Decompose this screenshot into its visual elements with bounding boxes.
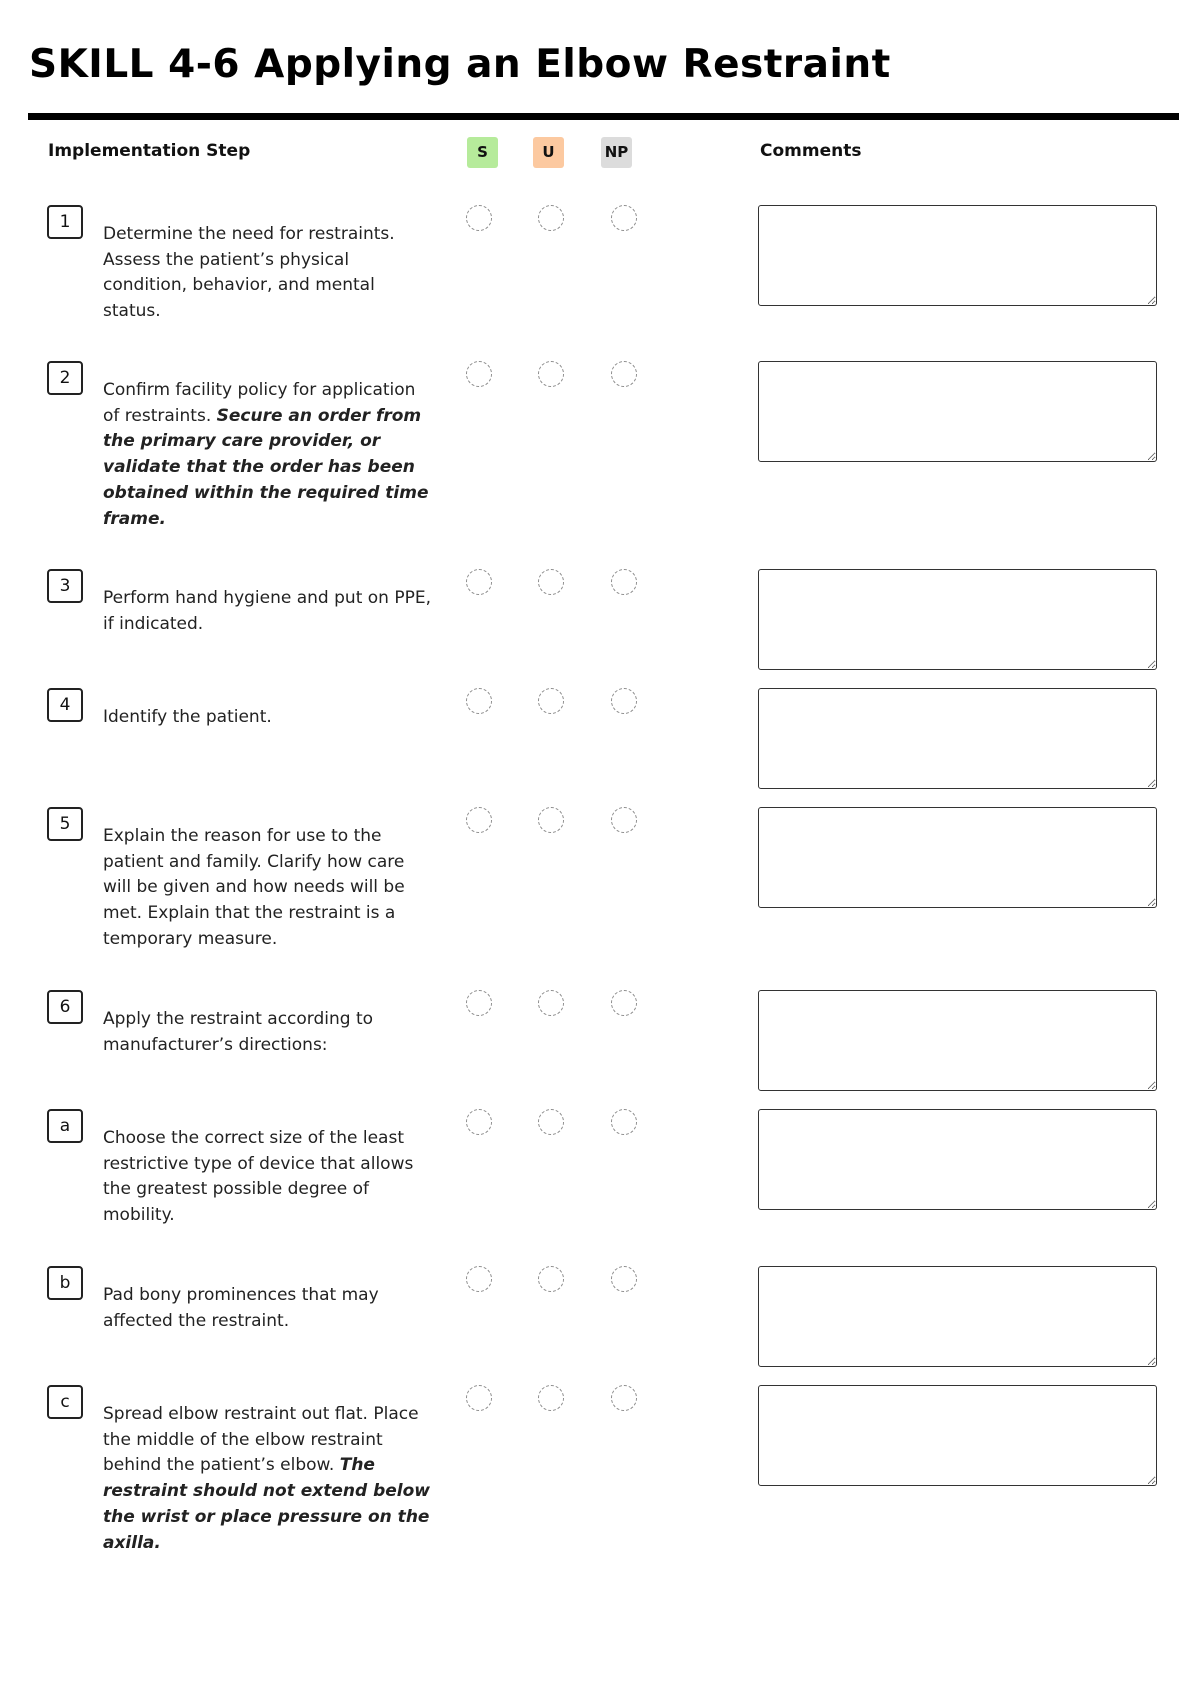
comment-textarea[interactable] [758, 1385, 1157, 1486]
step-text: Determine the need for restraints. Assess the patient’s physical condition, behavior, and mental status. [103, 224, 395, 322]
comment-textarea[interactable] [758, 1109, 1157, 1210]
unsatisfactory-radio[interactable] [538, 361, 564, 387]
satisfactory-radio[interactable] [466, 569, 492, 595]
comment-textarea[interactable] [758, 205, 1157, 306]
not-performed-radio[interactable] [611, 361, 637, 387]
comment-textarea[interactable] [758, 990, 1157, 1091]
unsatisfactory-radio[interactable] [538, 688, 564, 714]
not-performed-radio[interactable] [611, 1385, 637, 1411]
comment-textarea[interactable] [758, 807, 1157, 908]
unsatisfactory-radio[interactable] [538, 807, 564, 833]
step-text: Spread elbow restraint out flat. Place the middle of the elbow restraint behind the patient’s elbow. The restraint should not extend below the wrist or place pressure on the axilla. [103, 1404, 430, 1553]
unsatisfactory-radio[interactable] [538, 1266, 564, 1292]
step-number: 4 [47, 688, 83, 722]
step-text: Pad bony prominences that may affected the restraint. [103, 1285, 379, 1331]
page-title: SKILL 4-6 Applying an Elbow Restraint [29, 42, 891, 87]
step-number: 2 [47, 361, 83, 395]
satisfactory-radio[interactable] [466, 1266, 492, 1292]
step-number: 5 [47, 807, 83, 841]
step-text: Explain the reason for use to the patient and family. Clarify how care will be given and how needs will be met. Explain that the restraint is a temporary measure. [103, 826, 405, 949]
step-number: 1 [47, 205, 83, 239]
unsatisfactory-radio[interactable] [538, 1109, 564, 1135]
not-performed-radio[interactable] [611, 205, 637, 231]
unsatisfactory-header-badge: U [533, 137, 564, 168]
satisfactory-header-badge: S [467, 137, 498, 168]
unsatisfactory-radio[interactable] [538, 990, 564, 1016]
unsatisfactory-radio[interactable] [538, 205, 564, 231]
satisfactory-radio[interactable] [466, 205, 492, 231]
not-performed-header-badge: NP [601, 137, 632, 168]
step-text: Identify the patient. [103, 707, 272, 727]
step-number: c [47, 1385, 83, 1419]
step-text: Choose the correct size of the least restrictive type of device that allows the greatest possible degree of mobility. [103, 1128, 414, 1226]
title-divider [28, 113, 1179, 120]
step-text: Confirm facility policy for application of restraints. Secure an order from the primary care provider, or validate that the order has been obtained within the required time frame. [103, 380, 429, 529]
comments-header: Comments [760, 141, 862, 161]
satisfactory-radio[interactable] [466, 990, 492, 1016]
not-performed-radio[interactable] [611, 688, 637, 714]
satisfactory-radio[interactable] [466, 807, 492, 833]
comment-textarea[interactable] [758, 1266, 1157, 1367]
step-text: Apply the restraint according to manufacturer’s directions: [103, 1009, 374, 1055]
satisfactory-radio[interactable] [466, 688, 492, 714]
step-number: 3 [47, 569, 83, 603]
satisfactory-radio[interactable] [466, 1109, 492, 1135]
comment-textarea[interactable] [758, 569, 1157, 670]
not-performed-radio[interactable] [611, 569, 637, 595]
implementation-step-header: Implementation Step [48, 141, 251, 161]
satisfactory-radio[interactable] [466, 361, 492, 387]
not-performed-radio[interactable] [611, 807, 637, 833]
step-number: a [47, 1109, 83, 1143]
not-performed-radio[interactable] [611, 1266, 637, 1292]
comment-textarea[interactable] [758, 361, 1157, 462]
step-text: Perform hand hygiene and put on PPE, if indicated. [103, 588, 431, 634]
not-performed-radio[interactable] [611, 990, 637, 1016]
unsatisfactory-radio[interactable] [538, 569, 564, 595]
not-performed-radio[interactable] [611, 1109, 637, 1135]
satisfactory-radio[interactable] [466, 1385, 492, 1411]
comment-textarea[interactable] [758, 688, 1157, 789]
unsatisfactory-radio[interactable] [538, 1385, 564, 1411]
step-number: 6 [47, 990, 83, 1024]
step-number: b [47, 1266, 83, 1300]
